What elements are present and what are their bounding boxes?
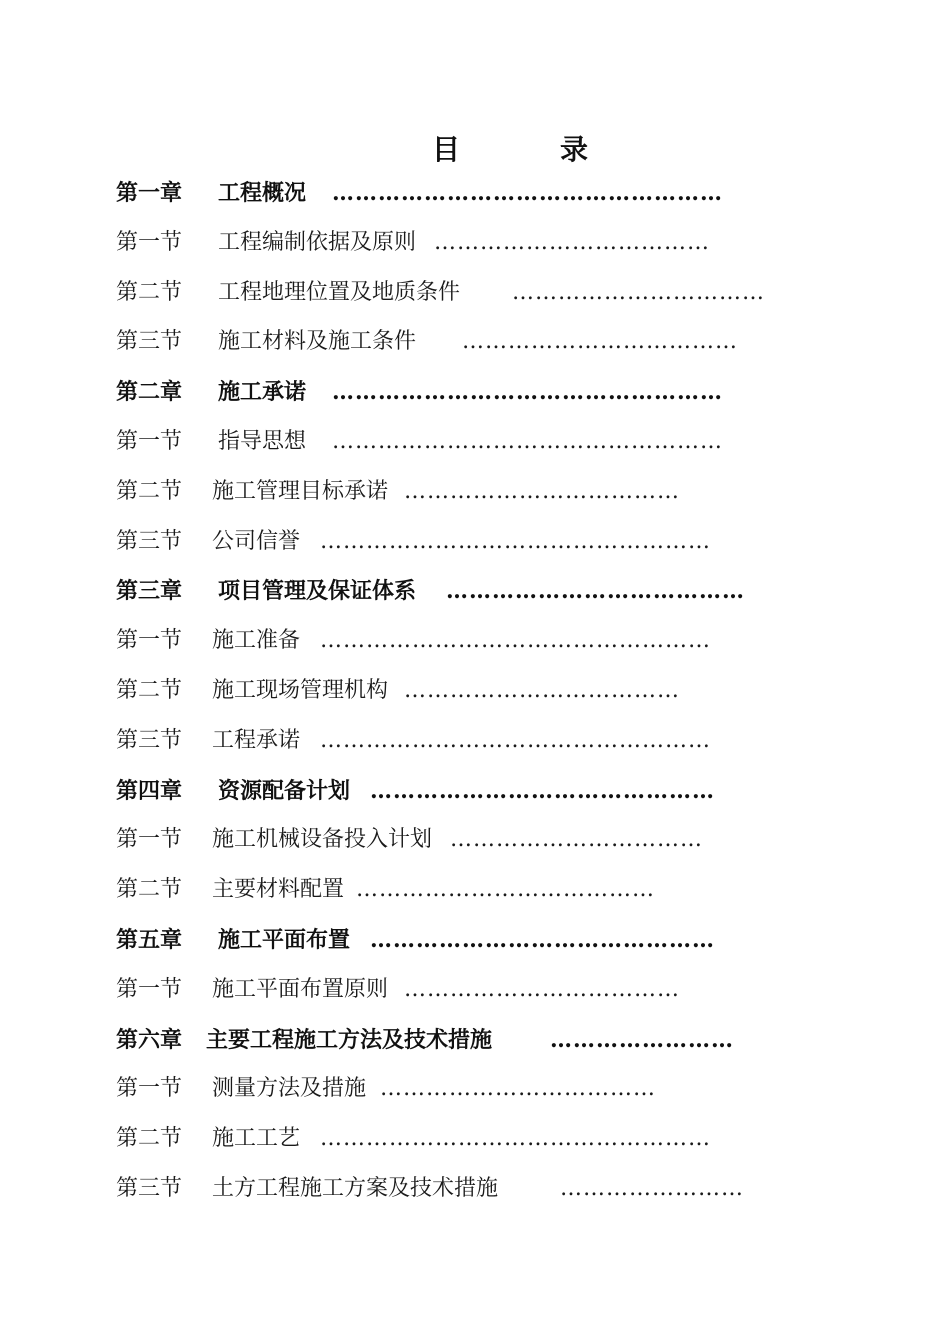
toc-entry-leader: …………………………………………… (332, 180, 723, 206)
toc-entry-section[interactable] (116, 965, 776, 1015)
toc-entry-leader: …………………………………………… (320, 727, 711, 753)
toc-entry-chapter-2[interactable] (116, 367, 776, 417)
toc-entry-number: 第三节 (116, 727, 183, 753)
toc-entry-section[interactable] (116, 317, 776, 367)
toc-entry-number: 第三节 (116, 329, 183, 355)
toc-entry-label: 土方工程施工方案及技术措施 (212, 1175, 499, 1201)
toc-entry-label: 工程承诺 (212, 727, 301, 753)
toc-entry-leader: ……………………………… (404, 677, 680, 703)
toc-entry-label: 公司信誉 (212, 528, 301, 554)
toc-entry-chapter-1[interactable] (116, 168, 776, 218)
toc-entry-section[interactable] (116, 815, 776, 865)
toc-entry-leader: …………………………………………… (320, 528, 711, 554)
toc-entry-leader: ……………………………… (404, 976, 680, 1002)
toc-entry-number: 第三章 (116, 578, 183, 605)
toc-entry-number: 第一节 (116, 1076, 183, 1102)
toc-entry-chapter-5[interactable] (116, 915, 776, 965)
toc-entry-leader: ……………………………………… (370, 777, 715, 804)
toc-entry-label: 施工材料及施工条件 (218, 329, 417, 355)
toc-entry-leader: …………………………………………… (320, 1126, 711, 1152)
toc-entry-number: 第一节 (116, 628, 183, 654)
toc-entry-number: 第一节 (116, 827, 183, 853)
toc-entry-label: 指导思想 (218, 428, 307, 454)
toc-entry-number: 第二章 (116, 379, 183, 406)
toc-entry-label: 施工平面布置 (218, 926, 351, 953)
toc-entry-label: 工程地理位置及地质条件 (218, 279, 461, 305)
toc-entry-leader: …………………………… (512, 279, 765, 305)
toc-entry-chapter-6[interactable] (116, 1015, 776, 1065)
toc-entry-label: 施工管理目标承诺 (212, 478, 389, 504)
toc-title-char-2: 录 (560, 133, 589, 166)
toc-entry-leader: ……………………………… (434, 229, 710, 255)
toc-entry-number: 第五章 (116, 926, 183, 953)
toc-entry-chapter-4[interactable] (116, 766, 776, 816)
toc-entry-leader: ……………………………… (462, 329, 738, 355)
toc-entry-label: 施工平面布置原则 (212, 976, 389, 1002)
toc-entry-section[interactable] (116, 1164, 776, 1214)
toc-entry-number: 第二节 (116, 279, 183, 305)
toc-entry-label: 施工工艺 (212, 1126, 301, 1152)
toc-entry-leader: ……………………………… (404, 478, 680, 504)
toc-entry-leader: …………………………………………… (332, 428, 723, 454)
toc-entry-label: 主要材料配置 (212, 877, 345, 903)
toc-entry-number: 第三节 (116, 1175, 183, 1201)
toc-entry-section[interactable] (116, 218, 776, 268)
toc-entry-number: 第一节 (116, 229, 183, 255)
toc-entry-number: 第二节 (116, 478, 183, 504)
toc-entry-section[interactable] (116, 467, 776, 517)
toc-entry-label: 施工准备 (212, 628, 301, 654)
toc-list (116, 168, 776, 1214)
toc-entry-section[interactable] (116, 1064, 776, 1114)
toc-entry-section[interactable] (116, 666, 776, 716)
toc-entry-label: 工程编制依据及原则 (218, 229, 417, 255)
toc-entry-chapter-3[interactable] (116, 566, 776, 616)
toc-entry-section[interactable] (116, 517, 776, 567)
toc-entry-leader: ……………………………………… (370, 926, 715, 953)
toc-entry-leader: …………………… (560, 1175, 744, 1201)
toc-entry-number: 第三节 (116, 528, 183, 554)
toc-entry-label: 施工现场管理机构 (212, 677, 389, 703)
toc-entry-number: 第一节 (116, 976, 183, 1002)
toc-entry-number: 第二节 (116, 877, 183, 903)
toc-entry-label: 项目管理及保证体系 (218, 578, 417, 605)
toc-entry-number: 第一节 (116, 428, 183, 454)
toc-entry-leader: …………………………………………… (332, 379, 723, 406)
toc-entry-label: 施工承诺 (218, 379, 307, 406)
toc-entry-label: 施工机械设备投入计划 (212, 827, 433, 853)
toc-entry-label: 资源配备计划 (218, 777, 351, 804)
toc-entry-number: 第二节 (116, 1126, 183, 1152)
toc-entry-label: 主要工程施工方法及技术措施 (206, 1026, 493, 1053)
toc-entry-leader: ………………………………… (446, 578, 745, 605)
toc-title (0, 122, 950, 166)
toc-entry-section[interactable] (116, 716, 776, 766)
toc-entry-number: 第一章 (116, 180, 183, 206)
toc-entry-number: 第六章 (116, 1026, 183, 1053)
toc-entry-leader: ………………………………… (356, 877, 655, 903)
toc-entry-leader: …………………… (550, 1026, 734, 1053)
toc-entry-section[interactable] (116, 865, 776, 915)
toc-entry-section[interactable] (116, 1114, 776, 1164)
toc-entry-number: 第四章 (116, 777, 183, 804)
toc-entry-leader: …………………………… (450, 827, 703, 853)
toc-entry-label: 测量方法及措施 (212, 1076, 367, 1102)
toc-entry-section[interactable] (116, 417, 776, 467)
toc-title-char-1: 目 (432, 133, 461, 166)
toc-entry-label: 工程概况 (218, 180, 307, 206)
toc-entry-leader: …………………………………………… (320, 628, 711, 654)
toc-entry-leader: ……………………………… (380, 1076, 656, 1102)
toc-entry-section[interactable] (116, 616, 776, 666)
toc-entry-number: 第二节 (116, 677, 183, 703)
toc-entry-section[interactable] (116, 268, 776, 318)
